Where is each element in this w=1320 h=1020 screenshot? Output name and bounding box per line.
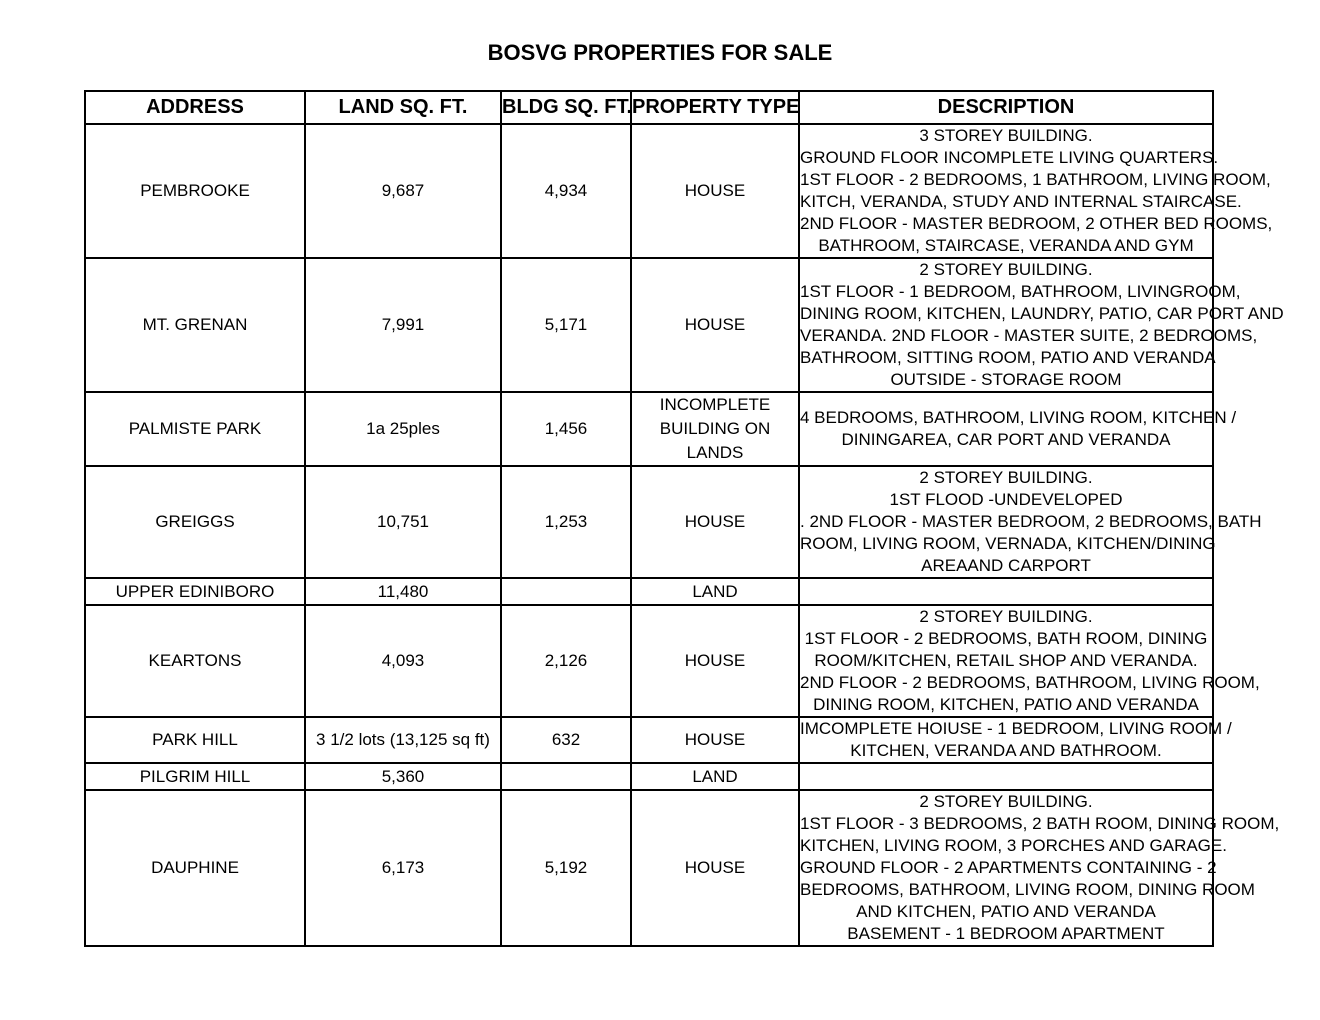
header-description: DESCRIPTION xyxy=(799,91,1213,124)
bldg-sq-ft-cell xyxy=(501,763,631,790)
table-row xyxy=(85,578,1213,605)
land-sq-ft-cell: 5,360 xyxy=(305,763,501,790)
description-line: 4 BEDROOMS, BATHROOM, LIVING ROOM, KITCHEN / xyxy=(800,408,1237,427)
description-cell xyxy=(799,392,1237,466)
description-line: ROOM/KITCHEN, RETAIL SHOP AND VERANDA. xyxy=(814,651,1198,670)
property-type-cell: HOUSE xyxy=(631,717,799,763)
description-line: 1ST FLOOR - 2 BEDROOMS, BATH ROOM, DINING xyxy=(804,629,1208,648)
header-address: ADDRESS xyxy=(85,91,305,124)
land-sq-ft-cell: 10,751 xyxy=(305,466,501,578)
description-line: DINING ROOM, KITCHEN, LAUNDRY, PATIO, CAR PORT AND xyxy=(800,304,1284,323)
description-line: AREAAND CARPORT xyxy=(921,556,1091,575)
description-cell xyxy=(799,124,1273,258)
address-cell: PEMBROOKE xyxy=(85,124,305,258)
address-cell: DAUPHINE xyxy=(85,790,305,946)
land-sq-ft-cell: 1a 25ples xyxy=(305,392,501,466)
description-line: 2ND FLOOR - 2 BEDROOMS, BATHROOM, LIVING ROOM, xyxy=(800,673,1260,692)
description-line: VERANDA. 2ND FLOOR - MASTER SUITE, 2 BEDROOMS, xyxy=(800,326,1258,345)
description-line: 2 STOREY BUILDING. xyxy=(919,607,1093,626)
address-cell: MT. GRENAN xyxy=(85,258,305,392)
description-cell xyxy=(799,717,1232,763)
address-cell: PILGRIM HILL xyxy=(85,763,305,790)
description-line: BATHROOM, SITTING ROOM, PATIO AND VERANDA xyxy=(800,348,1216,367)
description-line: 1ST FLOOR - 2 BEDROOMS, 1 BATHROOM, LIVING ROOM, xyxy=(800,170,1271,189)
table-row xyxy=(85,717,1213,763)
property-type-cell: HOUSE xyxy=(631,124,799,258)
description-cell xyxy=(799,578,1213,605)
address-cell: UPPER EDINIBORO xyxy=(85,578,305,605)
property-type-cell: HOUSE xyxy=(631,466,799,578)
bldg-sq-ft-cell: 1,456 xyxy=(501,392,631,466)
property-type-cell: LAND xyxy=(631,578,799,605)
table-row xyxy=(85,392,1213,466)
description-line: AND KITCHEN, PATIO AND VERANDA xyxy=(856,902,1156,921)
property-type-cell: HOUSE xyxy=(631,258,799,392)
description-cell xyxy=(799,790,1280,946)
description-line: 1ST FLOOR - 1 BEDROOM, BATHROOM, LIVINGROOM, xyxy=(800,282,1241,301)
description-line: OUTSIDE - STORAGE ROOM xyxy=(890,370,1122,389)
bldg-sq-ft-cell: 4,934 xyxy=(501,124,631,258)
page-title: BOSVG PROPERTIES FOR SALE xyxy=(487,40,833,65)
description-line: BEDROOMS, BATHROOM, LIVING ROOM, DINING ROOM xyxy=(800,880,1255,899)
bldg-sq-ft-cell: 632 xyxy=(501,717,631,763)
description-cell xyxy=(799,466,1262,578)
header-land-sq-ft: LAND SQ. FT. xyxy=(305,91,501,124)
header-property-type: PROPERTY TYPE xyxy=(631,91,799,124)
description-line: IMCOMPLETE HOIUSE - 1 BEDROOM, LIVING ROOM / xyxy=(800,719,1232,738)
address-cell: PARK HILL xyxy=(85,717,305,763)
description-line: BATHROOM, STAIRCASE, VERANDA AND GYM xyxy=(818,236,1194,255)
table-row xyxy=(85,124,1213,258)
description-line: 1ST FLOOR - 3 BEDROOMS, 2 BATH ROOM, DINING ROOM, xyxy=(800,814,1280,833)
table-row xyxy=(85,258,1213,392)
land-sq-ft-cell: 3 1/2 lots (13,125 sq ft) xyxy=(305,717,501,763)
property-type-cell: HOUSE xyxy=(631,605,799,717)
table-header-row xyxy=(85,91,1213,124)
description-line: 2 STOREY BUILDING. xyxy=(919,260,1093,279)
properties-table xyxy=(84,90,1284,947)
description-line: 1ST FLOOD -UNDEVELOPED xyxy=(889,490,1123,509)
table-row xyxy=(85,763,1213,790)
address-cell: GREIGGS xyxy=(85,466,305,578)
bldg-sq-ft-cell: 5,171 xyxy=(501,258,631,392)
description-line: . 2ND FLOOR - MASTER BEDROOM, 2 BEDROOMS, BATH xyxy=(800,512,1262,531)
description-line: ROOM, LIVING ROOM, VERNADA, KITCHEN/DINING xyxy=(800,534,1216,553)
bldg-sq-ft-cell xyxy=(501,578,631,605)
land-sq-ft-cell: 6,173 xyxy=(305,790,501,946)
land-sq-ft-cell: 9,687 xyxy=(305,124,501,258)
description-line: DINING ROOM, KITCHEN, PATIO AND VERANDA xyxy=(813,695,1199,714)
address-cell: PALMISTE PARK xyxy=(85,392,305,466)
description-cell xyxy=(799,763,1213,790)
description-line: DININGAREA, CAR PORT AND VERANDA xyxy=(841,430,1171,449)
table-row xyxy=(85,466,1213,578)
description-line: 2ND FLOOR - MASTER BEDROOM, 2 OTHER BED ROOMS, xyxy=(800,214,1273,233)
property-type-cell: INCOMPLETE BUILDING ON LANDS xyxy=(631,392,799,466)
description-line: BASEMENT - 1 BEDROOM APARTMENT xyxy=(847,924,1165,943)
table-row xyxy=(85,605,1213,717)
description-line: GROUND FLOOR INCOMPLETE LIVING QUARTERS. xyxy=(800,148,1219,167)
bldg-sq-ft-cell: 2,126 xyxy=(501,605,631,717)
bldg-sq-ft-cell: 5,192 xyxy=(501,790,631,946)
land-sq-ft-cell: 7,991 xyxy=(305,258,501,392)
land-sq-ft-cell: 11,480 xyxy=(305,578,501,605)
description-line: KITCH, VERANDA, STUDY AND INTERNAL STAIRCASE. xyxy=(800,192,1242,211)
header-bldg-sq-ft: BLDG SQ. FT. xyxy=(501,91,631,124)
bldg-sq-ft-cell: 1,253 xyxy=(501,466,631,578)
description-cell xyxy=(799,605,1260,717)
address-cell: KEARTONS xyxy=(85,605,305,717)
description-line: KITCHEN, LIVING ROOM, 3 PORCHES AND GARAGE. xyxy=(800,836,1227,855)
description-line: 2 STOREY BUILDING. xyxy=(919,792,1093,811)
description-line: 3 STOREY BUILDING. xyxy=(919,126,1093,145)
land-sq-ft-cell: 4,093 xyxy=(305,605,501,717)
property-type-cell: HOUSE xyxy=(631,790,799,946)
description-cell xyxy=(799,258,1284,392)
description-line: GROUND FLOOR - 2 APARTMENTS CONTAINING - 2 xyxy=(800,858,1217,877)
table-row xyxy=(85,790,1213,946)
description-line: KITCHEN, VERANDA AND BATHROOM. xyxy=(850,741,1162,760)
property-type-cell: LAND xyxy=(631,763,799,790)
description-line: 2 STOREY BUILDING. xyxy=(919,468,1093,487)
